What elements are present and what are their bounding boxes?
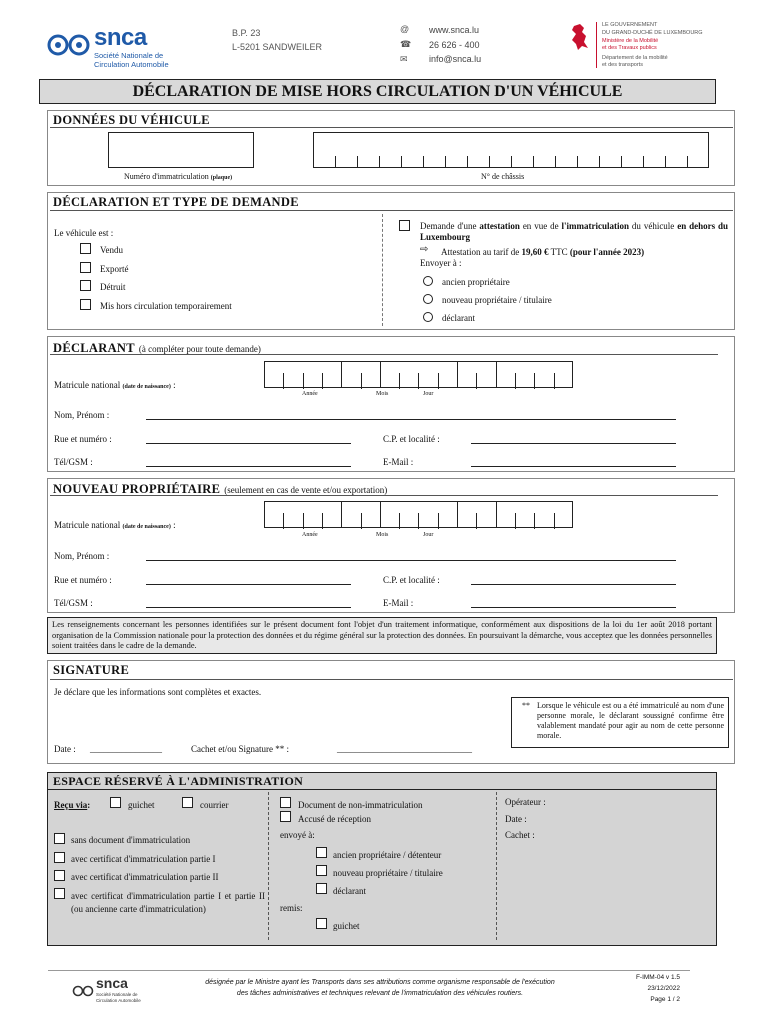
comb-tick: [554, 513, 555, 529]
checkbox-sent-declarant[interactable]: [316, 883, 327, 894]
comb-tick: [515, 513, 516, 529]
mail-icon: ✉: [400, 54, 408, 64]
checkbox-attestation[interactable]: [399, 220, 410, 231]
phone-icon: ☎: [400, 39, 412, 49]
contact-web[interactable]: www.snca.lu: [429, 25, 480, 35]
address-line-2: L-5201 SANDWEILER: [232, 42, 323, 52]
arrow-right-icon: ⇨: [420, 244, 429, 255]
new-owner-note: (seulement en cas de vente et/ou exportation): [224, 485, 388, 495]
send-declarant: déclarant: [442, 313, 475, 323]
vehicle-heading: DONNÉES DU VÉHICULE: [53, 113, 210, 127]
signature-date-label: Date :: [54, 744, 76, 754]
comb-tick: [283, 513, 284, 529]
gov-line-5: Département de la mobilité: [602, 55, 668, 61]
comb-tick: [555, 156, 556, 168]
comb-tick: [380, 361, 381, 388]
comb-tick: [554, 373, 555, 389]
vin-label: N° de châssis: [481, 172, 525, 181]
declarant-name-label: Nom, Prénom :: [54, 410, 110, 420]
declarant-postal-label: C.P. et localité :: [383, 434, 440, 444]
send-to-label: Envoyer à :: [420, 258, 462, 268]
comb-tick: [577, 156, 578, 168]
option-exporte: Exporté: [100, 264, 129, 274]
new-owner-email-label: E-Mail :: [383, 598, 414, 608]
attestation-text: Demande d'une attestation en vue de l'immatriculation du véhicule en dehors du Luxembourg: [420, 221, 729, 242]
comb-tick: [445, 156, 446, 168]
logo-text: snca: [94, 24, 147, 51]
gov-line-1: LE GOUVERNEMENT: [602, 22, 658, 28]
declarant-day-label: Jour: [423, 391, 434, 397]
operator-label: Opérateur :: [505, 797, 546, 807]
logo-sub-1: Société Nationale de: [94, 51, 164, 60]
gov-line-4: et des Travaux publics: [602, 45, 657, 51]
comb-tick: [534, 373, 535, 389]
comb-tick: [457, 501, 458, 528]
admin-heading: ESPACE RÉSERVÉ À L'ADMINISTRATION: [53, 774, 304, 788]
comb-tick: [438, 513, 439, 529]
signature-date-input[interactable]: ________________: [90, 744, 162, 754]
contact-phone: 26 626 - 400: [429, 40, 480, 50]
footer-logo-text: snca: [96, 975, 128, 991]
comb-tick: [303, 373, 304, 389]
sent-nouveau: nouveau propriétaire / titulaire: [333, 868, 443, 878]
declarant-postal-input[interactable]: [471, 443, 676, 444]
signature-stamp-input[interactable]: ______________________________: [337, 744, 472, 754]
checkbox-remitted-guichet[interactable]: [316, 918, 327, 929]
new-owner-postal-label: C.P. et localité :: [383, 575, 440, 585]
checkbox-vendu[interactable]: [80, 243, 91, 254]
footer-text-1: désignée par le Ministre ayant les Transports dans ses attributions comme organisme responsable de l'exécution: [205, 979, 555, 986]
cert-none: sans document d'immatriculation: [71, 835, 191, 845]
comb-tick: [303, 513, 304, 529]
gov-line-6: et des transports: [602, 62, 643, 68]
comb-tick: [423, 156, 424, 168]
footer-form-id: F-IMM-04 v 1.5: [635, 974, 680, 981]
note-stars: **: [522, 701, 530, 710]
new-owner-day-label: Jour: [423, 532, 434, 538]
comb-tick: [496, 501, 497, 528]
snca-logo: [46, 26, 176, 68]
comb-tick: [341, 501, 342, 528]
new-owner-postal-input[interactable]: [471, 584, 676, 585]
received-courrier: courrier: [200, 800, 229, 810]
new-owner-section: [47, 478, 735, 613]
footer-gear-icon: [72, 984, 94, 998]
declarant-month-label: Mois: [376, 391, 389, 397]
checkbox-cert-both[interactable]: [54, 888, 65, 899]
send-nouveau: nouveau propriétaire / titulaire: [442, 295, 552, 305]
comb-tick: [476, 513, 477, 529]
sent-to-label: envoyé à:: [280, 830, 315, 840]
comb-tick: [489, 156, 490, 168]
sent-declarant: déclarant: [333, 886, 366, 896]
comb-tick: [687, 156, 688, 168]
signature-heading: SIGNATURE: [53, 663, 130, 677]
cert-both: avec certificat d'immatriculation partie I et partie II (ou ancienne carte d'immatriculation): [71, 891, 265, 914]
checkbox-cert-part2[interactable]: [54, 870, 65, 881]
declarant-year-label: Année: [302, 391, 318, 397]
checkbox-sent-ancien[interactable]: [316, 847, 327, 858]
new-owner-street-label: Rue et numéro :: [54, 575, 112, 585]
signature-stamp-label: Cachet et/ou Signature ** :: [191, 744, 289, 754]
declarant-phone-label: Tél/GSM :: [54, 457, 93, 467]
comb-tick: [643, 156, 644, 168]
option-vendu: Vendu: [100, 245, 123, 255]
checkbox-exporte[interactable]: [80, 262, 91, 273]
new-owner-name-label: Nom, Prénom :: [54, 551, 110, 561]
new-owner-name-input[interactable]: [146, 560, 676, 561]
footer-logo: [72, 976, 152, 1006]
logo-sub-2: Circulation Automobile: [94, 60, 169, 69]
new-owner-year-label: Année: [302, 532, 318, 538]
lux-lion-icon: [568, 22, 592, 52]
comb-tick: [361, 373, 362, 389]
checkbox-detruit[interactable]: [80, 280, 91, 291]
comb-tick: [511, 156, 512, 168]
checkbox-receipt[interactable]: [280, 811, 291, 822]
comb-tick: [515, 373, 516, 389]
plate-input[interactable]: [108, 132, 254, 168]
new-owner-heading: NOUVEAU PROPRIÉTAIRE: [53, 482, 221, 496]
comb-tick: [496, 361, 497, 388]
new-owner-month-label: Mois: [376, 532, 389, 538]
remitted-guichet: guichet: [333, 921, 360, 931]
checkbox-temporaire[interactable]: [80, 299, 91, 310]
footer-text-2: des tâches administratives et techniques relevant de l'immatriculation des véhicules routiers.: [236, 990, 524, 997]
admin-date-label: Date :: [505, 814, 527, 824]
comb-tick: [534, 513, 535, 529]
comb-tick: [283, 373, 284, 389]
comb-tick: [399, 513, 400, 529]
plate-label-small: (plaque): [210, 175, 233, 181]
gear-logo-icon: [46, 32, 92, 58]
option-detruit: Détruit: [100, 282, 126, 292]
gov-line-3: Ministère de la Mobilité: [602, 38, 659, 44]
send-ancien: ancien propriétaire: [442, 277, 510, 287]
comb-tick: [621, 156, 622, 168]
doc-non-immat: Document de non-immatriculation: [298, 800, 423, 810]
cert-part1: avec certificat d'immatriculation partie I: [71, 854, 216, 864]
comb-tick: [401, 156, 402, 168]
vehicle-status-intro: Le véhicule est :: [54, 228, 114, 238]
radio-nouveau[interactable]: [423, 294, 433, 304]
page-title-text: DÉCLARATION DE MISE HORS CIRCULATION D'UN VÉHICULE: [132, 83, 623, 100]
comb-tick: [335, 156, 336, 168]
comb-tick: [665, 156, 666, 168]
new-owner-phone-input[interactable]: [146, 607, 351, 608]
web-icon: @: [400, 24, 410, 34]
radio-declarant[interactable]: [423, 312, 433, 322]
privacy-text: Les renseignements concernant les personnes identifiées sur le présent document font l'objet d'un traitement informatique, conformément aux dispositions de la loi du 1er août 2018 portant organisation de la Commission nationale pour la protection des données et du régime général sur la protection des données. En poursuivant la démarche, vous acceptez que les données personnelles soient traitées dans le cadre de la demande.: [52, 620, 712, 650]
tariff-text: Attestation au tarif de 19,60 € TTC (pour l'année 2023): [441, 247, 645, 257]
comb-tick: [533, 156, 534, 168]
comb-tick: [341, 361, 342, 388]
remitted-label: remis:: [280, 903, 303, 913]
note-text: Lorsque le véhicule est ou a été immatriculé au nom d'une personne morale, le déclarant soussigné confirme être valablement mandaté pour agir au nom de cette personne morale.: [537, 701, 724, 740]
comb-tick: [399, 373, 400, 389]
comb-tick: [599, 156, 600, 168]
legal-entity-note: [511, 697, 729, 748]
declaration-heading: DÉCLARATION ET TYPE DE DEMANDE: [53, 195, 299, 209]
comb-tick: [380, 501, 381, 528]
declarant-heading: DÉCLARANT: [53, 341, 135, 355]
declarant-phone-input[interactable]: [146, 466, 351, 467]
new-owner-email-input[interactable]: [471, 607, 676, 608]
comb-tick: [467, 156, 468, 168]
option-temporaire: Mis hors circulation temporairement: [100, 301, 232, 311]
checkbox-received-guichet[interactable]: [110, 797, 121, 808]
cert-part2: avec certificat d'immatriculation partie II: [71, 872, 219, 882]
signature-statement: Je déclare que les informations sont complètes et exactes.: [54, 687, 262, 697]
comb-tick: [379, 156, 380, 168]
comb-tick: [476, 373, 477, 389]
new-owner-matricule-label: Matricule national (date de naissance) :: [54, 520, 176, 530]
privacy-notice: [47, 617, 717, 654]
checkbox-doc-non-immat[interactable]: [280, 797, 291, 808]
received-guichet: guichet: [128, 800, 155, 810]
comb-tick: [418, 513, 419, 529]
comb-tick: [357, 156, 358, 168]
received-via: Reçu via:: [54, 800, 91, 810]
radio-ancien[interactable]: [423, 276, 433, 286]
footer-logo-sub-1: Société Nationale de: [96, 992, 138, 997]
comb-tick: [418, 373, 419, 389]
gov-line-2: DU GRAND-DUCHÉ DE LUXEMBOURG: [602, 30, 703, 36]
contact-email[interactable]: info@snca.lu: [429, 54, 482, 64]
declarant-street-input[interactable]: [146, 443, 351, 444]
page-title: [39, 79, 716, 104]
checkbox-received-courrier[interactable]: [182, 797, 193, 808]
comb-tick: [322, 373, 323, 389]
admin-stamp-label: Cachet :: [505, 830, 535, 840]
receipt: Accusé de réception: [298, 814, 371, 824]
comb-tick: [438, 373, 439, 389]
checkbox-cert-part1[interactable]: [54, 852, 65, 863]
comb-tick: [457, 361, 458, 388]
declarant-note: (à compléter pour toute demande): [138, 344, 261, 354]
address-line-1: B.P. 23: [232, 28, 261, 38]
checkbox-cert-none[interactable]: [54, 833, 65, 844]
declarant-matricule-label: Matricule national (date de naissance) :: [54, 380, 176, 390]
footer-logo-sub-2: Circulation Automobile: [96, 998, 141, 1003]
new-owner-phone-label: Tél/GSM :: [54, 598, 93, 608]
declarant-email-label: E-Mail :: [383, 457, 414, 467]
comb-tick: [361, 513, 362, 529]
declarant-street-label: Rue et numéro :: [54, 434, 112, 444]
sent-ancien: ancien propriétaire / détenteur: [333, 850, 442, 860]
declarant-name-input[interactable]: [146, 419, 676, 420]
comb-tick: [322, 513, 323, 529]
footer-date: 23/12/2022: [647, 985, 680, 992]
footer-page: Page 1 / 2: [650, 996, 680, 1003]
new-owner-street-input[interactable]: [146, 584, 351, 585]
checkbox-sent-nouveau[interactable]: [316, 865, 327, 876]
declarant-email-input[interactable]: [471, 466, 676, 467]
plate-label: Numéro d'immatriculation: [124, 172, 209, 181]
